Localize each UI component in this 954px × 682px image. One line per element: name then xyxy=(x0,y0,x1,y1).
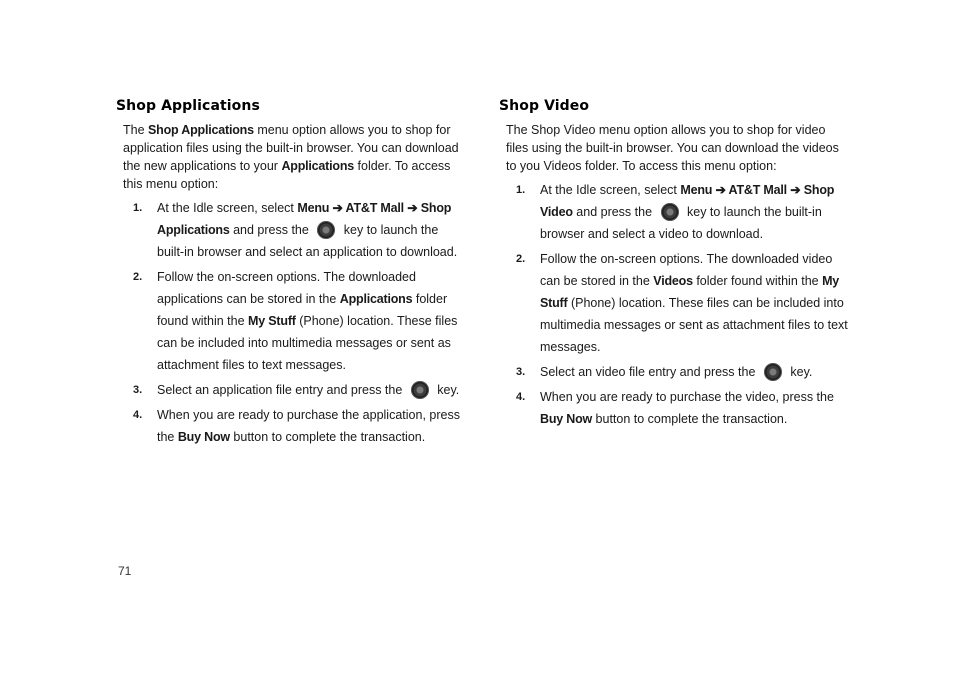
step-item xyxy=(499,361,849,383)
step-number: 4. xyxy=(133,409,143,421)
step-text: (Phone) location. These files can be included into multimedia messages or sent as attachment files to text messages. xyxy=(540,296,848,354)
section-title: Shop Applications xyxy=(116,98,260,114)
step-item xyxy=(499,179,849,245)
step-text: and press the xyxy=(572,205,656,219)
step-text: folder found within the xyxy=(157,292,448,328)
center-select-key-icon xyxy=(317,221,335,239)
intro-bold: Shop Applications xyxy=(148,123,254,137)
step-number: 1. xyxy=(133,202,143,214)
step-text: key to launch the built-in browser and select a video to download. xyxy=(540,205,822,241)
step-text: (Phone) location. These files can be included into multimedia messages or sent as attachment files to text messages. xyxy=(157,314,458,372)
step-bold: My Stuff xyxy=(540,274,840,310)
intro-text: folder. To access this menu option: xyxy=(123,159,451,191)
step-bold: Buy Now xyxy=(540,412,593,426)
center-select-key-icon xyxy=(661,203,679,221)
page-number: 71 xyxy=(118,564,132,578)
step-bold: My Stuff xyxy=(248,314,296,328)
step-item xyxy=(499,386,849,430)
step-number: 3. xyxy=(516,366,526,378)
step-bold: Menu ➔ AT&T Mall ➔ Shop Applications xyxy=(157,201,452,237)
steps-list xyxy=(116,197,468,448)
intro-bold: Applications xyxy=(281,159,355,173)
intro-text: menu option allows you to shop for application files using the built-in browser. You can download the new applications to your xyxy=(123,123,459,173)
steps-list xyxy=(499,179,849,430)
step-number: 4. xyxy=(516,391,526,403)
step-item xyxy=(116,379,468,401)
step-text: folder found within the xyxy=(692,274,823,288)
step-text: key. xyxy=(433,383,460,397)
step-text: When you are ready to purchase the application, press the xyxy=(157,408,460,444)
step-item xyxy=(116,266,468,376)
step-text: Select an video file entry and press the xyxy=(540,365,759,379)
step-text: button to complete the transaction. xyxy=(229,430,426,444)
section-intro xyxy=(123,121,468,193)
section-shop-video xyxy=(499,98,849,433)
center-select-key-icon xyxy=(764,363,782,381)
step-bold: Buy Now xyxy=(177,430,230,444)
step-bold: Applications xyxy=(339,292,413,306)
step-text: and press the xyxy=(229,223,313,237)
step-text: Follow the on-screen options. The downloaded applications can be stored in the xyxy=(157,270,416,306)
step-number: 1. xyxy=(516,184,526,196)
intro-text: The xyxy=(123,123,149,137)
step-text: At the Idle screen, select xyxy=(540,183,681,197)
section-title: Shop Video xyxy=(499,98,590,114)
step-text: Follow the on-screen options. The downloaded video can be stored in the xyxy=(540,252,833,288)
step-item xyxy=(116,404,468,448)
step-bold: Videos xyxy=(653,274,693,288)
step-bold: Menu ➔ AT&T Mall ➔ Shop Video xyxy=(540,183,835,219)
step-number: 2. xyxy=(133,271,143,283)
section-shop-applications xyxy=(116,98,468,451)
step-text: Select an application file entry and press the xyxy=(157,383,406,397)
step-text: button to complete the transaction. xyxy=(592,412,788,426)
section-intro: The Shop Video menu option allows you to shop for video files using the built-in browser. You can download the videos to you Videos folder. To access this menu option: xyxy=(506,123,839,173)
step-text: key to launch the built-in browser and select an application to download. xyxy=(157,223,458,259)
step-number: 2. xyxy=(516,253,526,265)
center-select-key-icon xyxy=(411,381,429,399)
step-item xyxy=(499,248,849,358)
step-number: 3. xyxy=(133,384,143,396)
step-text: At the Idle screen, select xyxy=(157,201,298,215)
step-text: key. xyxy=(786,365,813,379)
step-item xyxy=(116,197,468,263)
step-text: When you are ready to purchase the video, press the xyxy=(540,390,834,404)
